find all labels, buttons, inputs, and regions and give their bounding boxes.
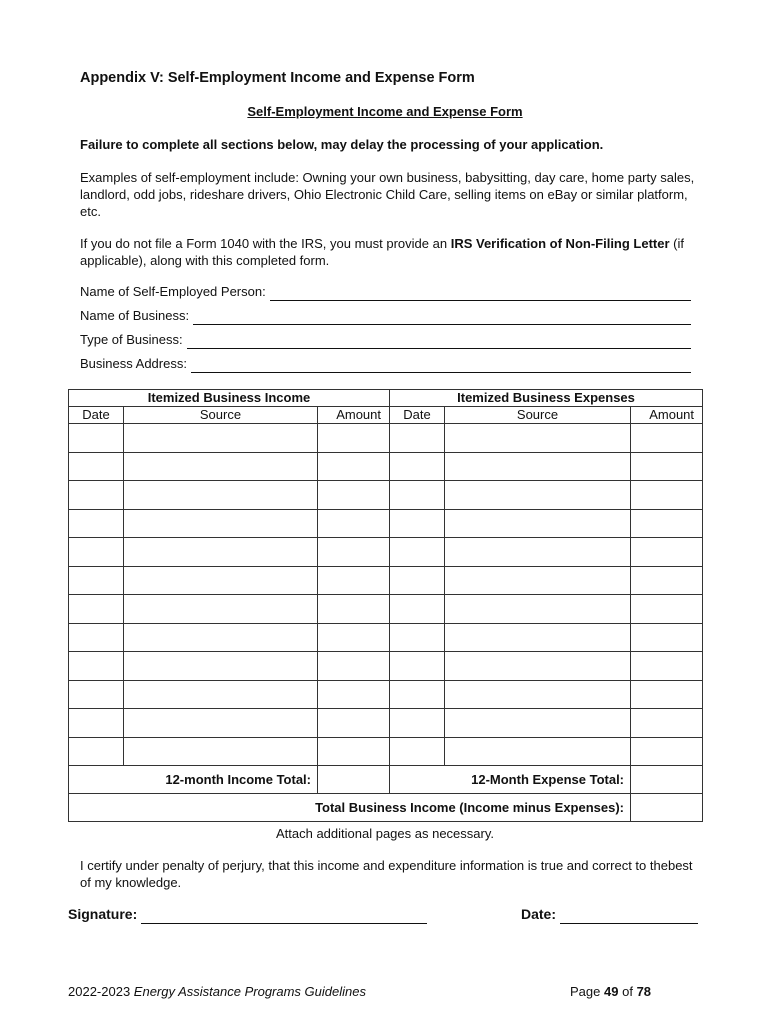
income-amount-cell[interactable] bbox=[318, 652, 390, 681]
expense-source-cell[interactable] bbox=[445, 709, 631, 738]
income-source-cell[interactable] bbox=[124, 481, 318, 510]
income-total-cell[interactable] bbox=[318, 766, 390, 794]
income-amount-cell[interactable] bbox=[318, 595, 390, 624]
expense-amount-cell[interactable] bbox=[631, 481, 703, 510]
income-amount-cell[interactable] bbox=[318, 509, 390, 538]
income-source-cell[interactable] bbox=[124, 623, 318, 652]
expense-date-cell[interactable] bbox=[390, 709, 445, 738]
expense-date-cell[interactable] bbox=[390, 737, 445, 766]
business-type-field bbox=[80, 332, 691, 350]
expense-date-cell[interactable] bbox=[390, 424, 445, 453]
income-amount-cell[interactable] bbox=[318, 481, 390, 510]
income-source-header: Source bbox=[124, 407, 318, 424]
page-total: 78 bbox=[636, 984, 652, 999]
income-date-header: Date bbox=[69, 407, 124, 424]
expense-date-cell[interactable] bbox=[390, 595, 445, 624]
page-number bbox=[570, 984, 651, 999]
income-date-cell[interactable] bbox=[69, 538, 124, 567]
nonfiling-text-end: (if applicable), along with this completed form. bbox=[80, 236, 684, 268]
table-row bbox=[69, 452, 703, 481]
business-name-field bbox=[80, 308, 691, 326]
expense-amount-cell[interactable] bbox=[631, 538, 703, 567]
business-type-input-line[interactable] bbox=[187, 332, 691, 349]
income-date-cell[interactable] bbox=[69, 566, 124, 595]
footer-title bbox=[68, 984, 366, 999]
income-source-cell[interactable] bbox=[124, 509, 318, 538]
income-amount-cell[interactable] bbox=[318, 566, 390, 595]
attach-note: Attach additional pages as necessary. bbox=[275, 826, 494, 841]
expense-source-cell[interactable] bbox=[445, 623, 631, 652]
signature-field bbox=[68, 906, 427, 926]
income-date-cell[interactable] bbox=[69, 680, 124, 709]
expense-date-cell[interactable] bbox=[390, 452, 445, 481]
expense-amount-cell[interactable] bbox=[631, 452, 703, 481]
expense-date-cell[interactable] bbox=[390, 509, 445, 538]
expense-date-cell[interactable] bbox=[390, 538, 445, 567]
income-date-cell[interactable] bbox=[69, 509, 124, 538]
income-date-cell[interactable] bbox=[69, 481, 124, 510]
table-row bbox=[69, 623, 703, 652]
table-row bbox=[69, 509, 703, 538]
table-row bbox=[69, 680, 703, 709]
business-address-field bbox=[80, 356, 691, 374]
page-of-word: of bbox=[622, 984, 633, 999]
business-name-label: Name of Business: bbox=[80, 308, 190, 323]
expense-amount-cell[interactable] bbox=[631, 680, 703, 709]
page-word: Page bbox=[570, 984, 601, 999]
table-row bbox=[69, 595, 703, 624]
income-source-cell[interactable] bbox=[124, 452, 318, 481]
date-label: Date: bbox=[521, 906, 557, 922]
income-source-cell[interactable] bbox=[124, 680, 318, 709]
income-date-cell[interactable] bbox=[69, 737, 124, 766]
expense-amount-cell[interactable] bbox=[631, 652, 703, 681]
grand-total-label: Total Business Income (Income minus Expenses): bbox=[69, 794, 631, 822]
person-name-label: Name of Self-Employed Person: bbox=[80, 284, 266, 299]
expense-source-cell[interactable] bbox=[445, 595, 631, 624]
income-source-cell[interactable] bbox=[124, 737, 318, 766]
income-amount-cell[interactable] bbox=[318, 623, 390, 652]
income-source-cell[interactable] bbox=[124, 652, 318, 681]
income-date-cell[interactable] bbox=[69, 652, 124, 681]
expense-date-cell[interactable] bbox=[390, 680, 445, 709]
expense-amount-cell[interactable] bbox=[631, 566, 703, 595]
expense-source-cell[interactable] bbox=[445, 680, 631, 709]
expense-date-cell[interactable] bbox=[390, 481, 445, 510]
income-amount-cell[interactable] bbox=[318, 709, 390, 738]
expense-total-label: 12-Month Expense Total: bbox=[390, 766, 631, 794]
footer-guide-title: Energy Assistance Programs Guidelines bbox=[133, 984, 366, 999]
income-amount-cell[interactable] bbox=[318, 680, 390, 709]
table-row bbox=[69, 709, 703, 738]
table-row bbox=[69, 481, 703, 510]
nonfiling-letter-name: IRS Verification of Non-Filing Letter bbox=[450, 236, 670, 251]
table-row bbox=[69, 566, 703, 595]
expense-source-cell[interactable] bbox=[445, 566, 631, 595]
expense-amount-header: Amount bbox=[631, 407, 703, 424]
expense-amount-cell[interactable] bbox=[631, 737, 703, 766]
certification-text: I certify under penalty of perjury, that this income and expenditure information is true and correct to thebest of my knowledge. bbox=[80, 858, 693, 890]
expense-date-header: Date bbox=[390, 407, 445, 424]
business-address-label: Business Address: bbox=[80, 356, 187, 371]
table-row bbox=[69, 538, 703, 567]
table-row bbox=[69, 737, 703, 766]
income-date-cell[interactable] bbox=[69, 709, 124, 738]
expense-source-cell[interactable] bbox=[445, 452, 631, 481]
expense-source-header: Source bbox=[445, 407, 631, 424]
business-type-label: Type of Business: bbox=[80, 332, 183, 347]
warning-text: Failure to complete all sections below, may delay the processing of your application. bbox=[80, 137, 604, 152]
expense-date-cell[interactable] bbox=[390, 652, 445, 681]
page-current: 49 bbox=[604, 984, 619, 999]
income-total-label: 12-month Income Total: bbox=[69, 766, 318, 794]
expense-header: Itemized Business Expenses bbox=[390, 390, 703, 407]
table-row bbox=[69, 652, 703, 681]
expense-source-cell[interactable] bbox=[445, 481, 631, 510]
income-header: Itemized Business Income bbox=[69, 390, 390, 407]
date-field bbox=[521, 906, 698, 926]
expense-source-cell[interactable] bbox=[445, 509, 631, 538]
nonfiling-text: If you do not file a Form 1040 with the IRS, you must provide an bbox=[80, 236, 451, 251]
expense-date-cell[interactable] bbox=[390, 623, 445, 652]
nonfiling-paragraph bbox=[80, 235, 700, 269]
income-source-cell[interactable] bbox=[124, 595, 318, 624]
table-row bbox=[69, 424, 703, 453]
examples-paragraph: Examples of self-employment include: Owning your own business, babysitting, day care, home party sales, landlord, odd jobs, rideshare drivers, Ohio Electronic Child Care, selling items on eBay or similar platform, etc. bbox=[80, 170, 695, 219]
expense-source-cell[interactable] bbox=[445, 538, 631, 567]
expense-amount-cell[interactable] bbox=[631, 709, 703, 738]
expense-date-cell[interactable] bbox=[390, 566, 445, 595]
expense-amount-cell[interactable] bbox=[631, 424, 703, 453]
footer-year: 2022-2023 bbox=[68, 984, 131, 999]
income-source-cell[interactable] bbox=[124, 424, 318, 453]
business-name-input-line[interactable] bbox=[193, 308, 691, 325]
appendix-title: Appendix V: Self-Employment Income and Expense Form bbox=[80, 70, 475, 86]
signature-label: Signature: bbox=[68, 906, 138, 922]
expense-source-cell[interactable] bbox=[445, 652, 631, 681]
expense-source-cell[interactable] bbox=[445, 424, 631, 453]
income-expense-table bbox=[68, 389, 703, 822]
expense-total-cell[interactable] bbox=[631, 766, 703, 794]
expense-amount-cell[interactable] bbox=[631, 623, 703, 652]
expense-source-cell[interactable] bbox=[445, 737, 631, 766]
expense-amount-cell[interactable] bbox=[631, 509, 703, 538]
income-date-cell[interactable] bbox=[69, 452, 124, 481]
income-source-cell[interactable] bbox=[124, 566, 318, 595]
form-title: Self-Employment Income and Expense Form bbox=[247, 104, 523, 119]
income-source-cell[interactable] bbox=[124, 538, 318, 567]
income-amount-cell[interactable] bbox=[318, 452, 390, 481]
income-date-cell[interactable] bbox=[69, 424, 124, 453]
income-amount-header: Amount bbox=[318, 407, 390, 424]
income-amount-cell[interactable] bbox=[318, 737, 390, 766]
income-amount-cell[interactable] bbox=[318, 424, 390, 453]
signature-line[interactable] bbox=[141, 906, 427, 924]
expense-amount-cell[interactable] bbox=[631, 595, 703, 624]
business-address-input-line[interactable] bbox=[191, 356, 691, 373]
income-source-cell[interactable] bbox=[124, 709, 318, 738]
person-name-input-line[interactable] bbox=[270, 284, 691, 301]
income-date-cell[interactable] bbox=[69, 595, 124, 624]
date-line[interactable] bbox=[560, 906, 698, 924]
person-name-field bbox=[80, 284, 691, 302]
income-amount-cell[interactable] bbox=[318, 538, 390, 567]
income-date-cell[interactable] bbox=[69, 623, 124, 652]
grand-total-cell[interactable] bbox=[631, 794, 703, 822]
